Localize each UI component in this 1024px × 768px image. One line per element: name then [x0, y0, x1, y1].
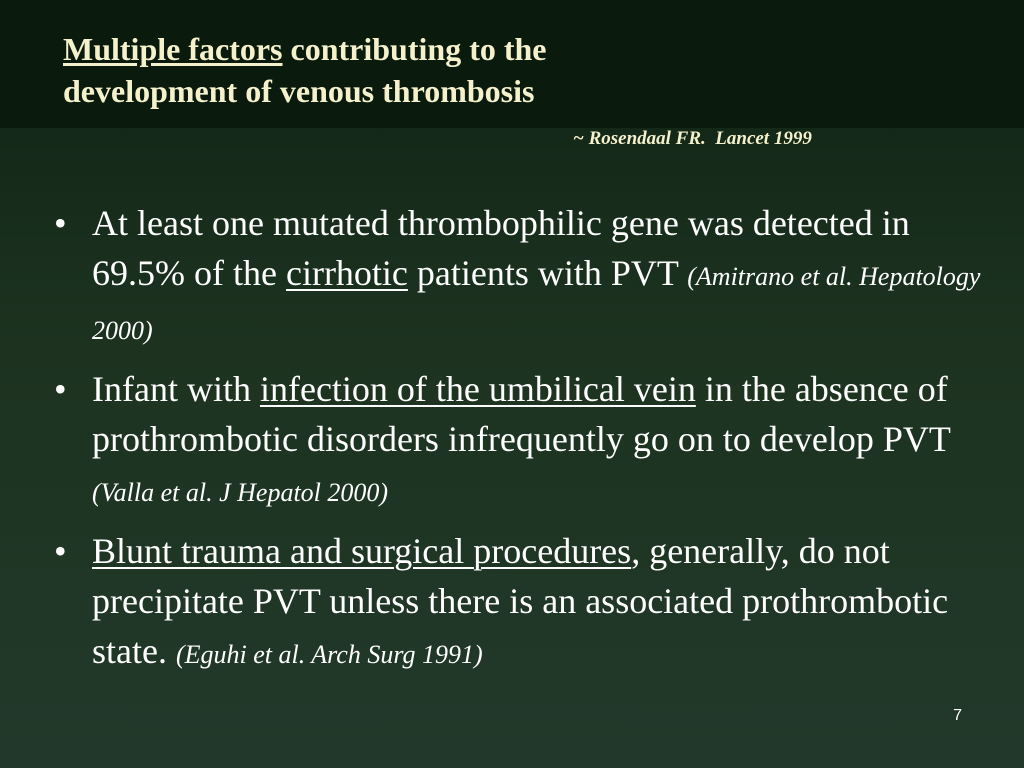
title-citation: ~ Rosendaal FR. Lancet 1999: [573, 128, 812, 149]
bullet-icon: •: [54, 203, 67, 243]
page-number: 7: [953, 707, 962, 724]
bullet-item-2: [52, 364, 992, 518]
bullet-2-pre: Infant with: [92, 369, 260, 409]
bullet-3-post: , generally, do not precipitate PVT unless there is an associated prothrombotic state.: [92, 531, 949, 671]
title-line2: development of venous thrombosis: [63, 73, 535, 109]
bullet-1-reference: (Amitrano et al. Hepatology 2000): [92, 262, 981, 345]
bullet-icon: •: [54, 531, 67, 571]
slide-title: [63, 28, 823, 112]
bullet-item-1: [52, 198, 992, 356]
bullet-2-reference: (Valla et al. J Hepatol 2000): [92, 478, 389, 507]
bullet-item-3: [52, 526, 992, 680]
bullet-1-underlined: cirrhotic: [285, 253, 408, 293]
bullet-1-post: patients with PVT: [407, 253, 688, 293]
bullet-3-underlined: Blunt trauma and surgical procedures: [92, 531, 632, 571]
bullet-3-reference: (Eguhi et al. Arch Surg 1991): [175, 640, 483, 669]
bullet-1-pre: At least one mutated thrombophilic gene was detected in 69.5% of the: [92, 203, 910, 293]
bullet-2-post: in the absence of prothrombotic disorders infrequently go on to develop PVT: [92, 369, 951, 459]
bullet-2-underlined: infection of the umbilical vein: [259, 369, 696, 409]
title-line1-rest: contributing to the: [282, 31, 547, 67]
bullet-icon: •: [54, 369, 67, 409]
title-underlined: Multiple factors: [63, 31, 283, 67]
bullet-list: [52, 198, 992, 688]
